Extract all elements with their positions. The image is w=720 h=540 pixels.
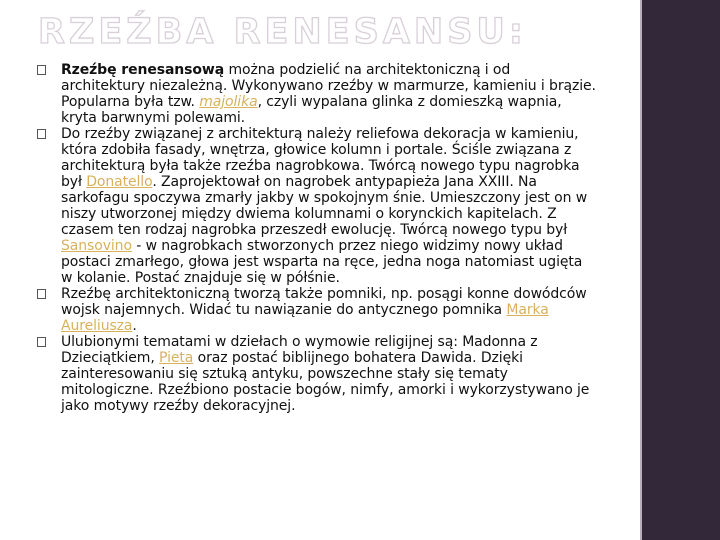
decorative-sidebar <box>642 0 720 540</box>
sidebar-edge-line <box>640 0 642 540</box>
bullet-box-icon <box>37 65 46 75</box>
bullet-text: Rzeźbę architektoniczną tworzą także pomniki, np. posągi konne dowódców wojsk najemnych. Widać tu nawiązanie do antycznego pomnika <box>61 286 587 318</box>
link-pieta[interactable]: Pieta <box>159 350 194 366</box>
bullet-item-4 <box>36 334 596 414</box>
bullet-box-icon <box>37 337 46 347</box>
bullet-list <box>36 62 596 414</box>
bullet-lead-text: Rzeźbę renesansową <box>61 62 225 78</box>
link-sansovino[interactable]: Sansovino <box>61 238 132 254</box>
link-marek-aureliusz[interactable]: Marka Aureliusza <box>61 302 549 334</box>
link-majolika[interactable]: majolika <box>199 94 258 110</box>
bullet-box-icon <box>37 289 46 299</box>
bullet-text: oraz postać biblijnego bohatera Dawida. Dzięki zainteresowaniu się sztuką antyku, powszechne stały się tematy mitologiczne. Rzeźbiono postacie bogów, nimfy, amorki i wykorzystywano je jako motywy rzeźby dekoracyjnej. <box>61 350 590 414</box>
bullet-text: można podzielić na architektoniczną i od architektury niezależną. Wykonywano rzeźby w marmurze, kamieniu i brązie. Popularna była tzw. <box>61 62 596 110</box>
bullet-item-2 <box>36 126 596 286</box>
bullet-text: , czyli wypalana glinka z domieszką wapnia, kryta barwnymi polewami. <box>61 94 562 126</box>
bullet-text: - w nagrobkach stworzonych przez niego widzimy nowy układ postaci zmarłego, głowa jest wsparta na ręce, jedna noga natomiast ugięta w kolanie. Postać znajduje się w półśnie. <box>61 238 583 286</box>
bullet-box-icon <box>37 129 46 139</box>
link-donatello[interactable]: Donatello <box>86 174 153 190</box>
bullet-item-3 <box>36 286 596 334</box>
bullet-text: . Zaprojektował on nagrobek antypapieża Jana XXIII. Na sarkofagu spoczywa zmarły jakby w spokojnym śnie. Umieszczony jest on w niszy utworzonej między dwiema kolumnami o korynckich kapitelach. Z czasem ten rodzaj nagrobka przeszedł ewolucję. Twórcą nowego typu był <box>61 174 588 238</box>
bullet-text: Do rzeźby związanej z architekturą należy reliefowa dekoracja w kamieniu, która zdobiła fasady, wnętrza, głowice kolumn i portale. Ściśle związana z architekturą była także rzeźba nagrobkowa. Twórcą nowego typu nagrobka był <box>61 126 580 190</box>
slide-content <box>36 62 596 414</box>
slide-title: RZEŹBA RENESANSU: <box>38 12 527 52</box>
bullet-item-1 <box>36 62 596 126</box>
bullet-text: . <box>132 318 137 334</box>
bullet-text: Ulubionymi tematami w dziełach o wymowie religijnej są: Madonna z Dzieciątkiem, <box>61 334 538 366</box>
